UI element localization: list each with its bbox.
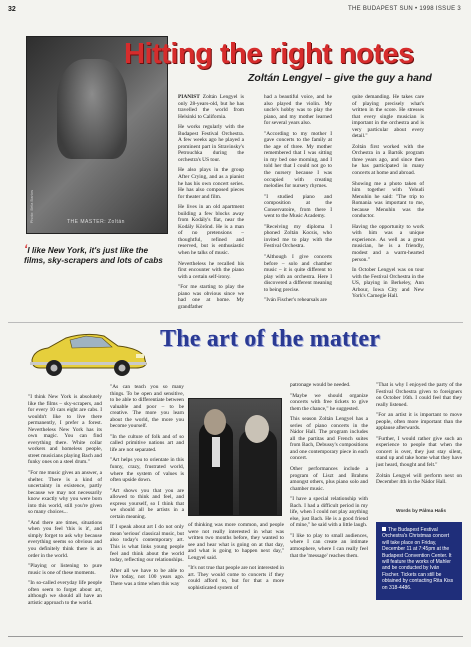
paragraph: Nevertheless he recalled his first encounter with the piano with a certain self-irony. — [178, 260, 244, 280]
paragraph: "I like to play to small audiences, where I can create an intimate atmosphere, where I can really feel that the 'message' reaches them. — [290, 532, 368, 559]
paragraph: "According to my mother I gave concerts to the family at the age of three. My mother remembered that I was sitting in my bed one morning, and I told her that I could not go to the nursery because I was occupied with creating melodies for nursery rhymes. — [264, 130, 332, 190]
article2-column-4 — [290, 382, 368, 632]
person-head — [245, 415, 269, 443]
paragraph: This season Zoltán Lengyel has a series of piano concerts in the Nádor Hall. The program includes all the partitas and French suites from Bach, Debussy's compositions and one contemporary piece in each concert. — [290, 416, 368, 462]
paragraph: Zoltán Lengyel will perform next on December 4th in the Nádor Hall. — [376, 472, 462, 486]
paragraph: "Playing or listening to pure music is one of these moments. — [28, 563, 102, 576]
paragraph: Showing me a photo taken of him together with Yehudi Menuhin he said: "The trip to Romania was important to me, because Menuhin was the conductor. — [352, 180, 424, 220]
paragraph-text: Zoltán Lengyel is only 28-years-old, but he has travelled the world from Helsinki to California. — [178, 94, 244, 120]
paragraph: "I studied piano and composition at the Conservatoire, from there I went to the Music Academy. — [264, 193, 332, 220]
headline-hitting-the-right-notes: Hitting the right notes — [124, 38, 414, 70]
paragraph: "Receiving my diploma I phoned Zoltán Kocsis, who invited me to play with the Festival Orchestra. — [264, 223, 332, 250]
paragraph: "For me starting to play the piano was obvious since we had one at home. My grandfather — [178, 284, 244, 310]
paragraph: In October Lengyel was on tour with the Festival Orchestra in the US, playing in Berkeley, Ann Arbour, Iowa City and New York's Carnegie Hall. — [352, 267, 424, 300]
yellow-taxi-illustration — [26, 320, 150, 382]
author-credit: Words by Pálma Halis — [396, 509, 447, 514]
paragraph — [178, 94, 244, 120]
paragraph: "In so-called everyday life people often seem to forget about art, although we should all have an artistic approach to the world. — [28, 580, 102, 606]
article1-column-1 — [178, 94, 244, 318]
quote-mark-icon: ‘ — [24, 242, 28, 256]
bottom-rule — [8, 636, 463, 637]
info-text: The Budapest Festival Orchestra's Christmas concert will take place on Friday, December 11 at 7:45pm at the Budapest Convention Center. It will feature the works of Mahler and be conducted by Iván Fischer. Tickets can still be obtained by contacting Rita Kiss on 318-4486. — [382, 527, 454, 591]
bullet-square-icon — [382, 527, 386, 531]
article2-column-5 — [376, 382, 462, 506]
pianist-figure — [57, 59, 127, 159]
paragraph: If I speak about art I do not only mean 'serious' classical music, but also today's contemporary art. This is what links young people feel and think about the world today, reflecting our relationships. — [110, 524, 184, 564]
paragraph: "I think New York is absolutely like the films – sky-scrapers, and for every 10 cars eight are cabs. I wouldn't like to live there permanently, I prefer a forest. Nevertheless New York has its own magic. You can find everything there. White collar workers and homeless people, street musicians playing Bach and funky ones on a steel drum." — [28, 394, 102, 466]
paragraph: "Iván Fischer's rehearsals are — [264, 297, 327, 304]
paragraph: "Maybe we should organize concerts with free tickets to give them the chance," he suggested. — [290, 392, 368, 412]
lead-word: PIANIST — [178, 94, 200, 100]
paragraph: "For me music gives an answer, a shelter. There is a kind of uncertainty in existence, partly because we may not necessarily know exactly why you were born into this world, still you're given so many choices... — [28, 470, 102, 516]
photo-caption: THE MASTER: Zoltán — [67, 219, 125, 225]
photo-credit: Photo: Béla Bartos — [29, 189, 34, 223]
paragraph: "I have a special relationship with Bach. I had a difficult period in my life, when I could not play anything else, just Bach. He is a good friend of mine," he said with a little laugh. — [290, 496, 368, 529]
paragraph: "Further, I would rather give such an experience to people that when the concert is over, they just stay silent, stand up and take home what they have just heard, thought and felt." — [376, 435, 462, 469]
paragraph: Having the opportunity to work with him was a unique experience. As well as a great musician, he is a friendly, modest and a warm-hearted person." — [352, 223, 424, 263]
pull-quote — [24, 244, 164, 266]
paragraph: "That is why I enjoyed the party of the Festival Orchestra given to foreigners on October 16th. I could feel that they really listened. — [376, 382, 462, 408]
article2-column-1 — [28, 394, 102, 608]
article2-column-2 — [110, 384, 184, 630]
paragraph: "For an artist it is important to move people, often more important than the applause afterwards. — [376, 412, 462, 432]
article2-column-3 — [188, 522, 284, 630]
masthead: THE BUDAPEST SUN • 1998 ISSUE 3 — [348, 6, 461, 12]
paragraph: He works regularly with the Budapest Festival Orchestra. A few weeks ago he played a prominent part in Stravinsky's Petrouchka during the orchestra's US tour. — [178, 124, 244, 163]
paragraph: "As can teach you so many things. To be open and sensitive, to be able to differentiate between valuable and poor – to be creative. The more you learn about the world, the more you become yourself. — [110, 384, 184, 430]
pull-quote-text: I like New York, it's just like the films, sky-scrapers and lots of cabs — [24, 246, 163, 265]
two-men-photo — [188, 398, 282, 516]
person-head — [204, 409, 226, 435]
paragraph: Zoltán first worked with the Orchestra in a Bartók program three years ago, and since then he has participated in many concerts at home and abroad. — [352, 143, 424, 177]
shirt — [212, 437, 220, 467]
paragraph: of thinking was more common, and people were not really interested in what was written two months before, they wanted to see and hear what is going on at that day, and what is going to happen next day," Lengyel said. — [188, 522, 284, 561]
paragraph: quite demanding. He takes care of playing precisely what's written in the score. He stresses that every single musician is important in the orchestra and is very particular about every detail." — [352, 94, 424, 140]
paragraph: "And there are times, situations when you feel 'this is it', and simply forget to ask why because everything seems so obvious and you definitely think there is an order in the world. — [28, 519, 102, 559]
headline-art-of-the-matter: The art of the matter — [160, 326, 381, 352]
paragraph: Other performances include a program of Liszt and Brahms amongst others, plus piano solo and chamber music. — [290, 466, 368, 492]
paragraph: After all we have to be able to live today, not 100 years ago. There was a time when this way — [110, 567, 184, 587]
paragraph: "In the culture of folk and of so called primitive nations art and life are not separated. — [110, 433, 184, 453]
article1-column-2 — [264, 94, 332, 318]
paragraph: "Although I give concerts before – solo and chamber music – it is quite different to play with an orchestra. Here I discovered a different meaning to being precise. — [264, 254, 332, 293]
paragraph: He also plays in the group After Crying, and as a pianist he has his own concert series. He has also composed pieces for theater and film. — [178, 167, 244, 200]
page-number: 32 — [8, 6, 16, 13]
paragraph: had a beautiful voice, and he also played the violin. My uncle's hobby was to play the piano, and my mother learned for several years also. — [264, 94, 332, 127]
paragraph: patronage would be needed. — [290, 382, 351, 388]
paragraph: "It's not true that people are not interested in art. They would come to concerts if they could afford to, but for that a more sophisticated system of — [188, 565, 284, 591]
person-figure — [199, 421, 233, 516]
paragraph: He lives in an old apartment building a few blocks away from Kodály's flat, near the Kodály Körönd. He is a man of no pretensions – thoughtful, refined and reserved, but is enthusiastic when he talks of music. — [178, 204, 244, 257]
article-subheadline: Zoltán Lengyel – give the guy a hand — [248, 72, 432, 84]
paragraph: "Art helps you to orientate in this funny, crazy, frustrated world, where the system of values is often upside down. — [110, 457, 184, 484]
paragraph: "Art shows you that you are allowed to think and feel, and express yourself, so I think that we should all be artists in a certain meaning. — [110, 487, 184, 520]
article1-column-3 — [352, 94, 424, 318]
concert-info-box — [376, 522, 462, 600]
